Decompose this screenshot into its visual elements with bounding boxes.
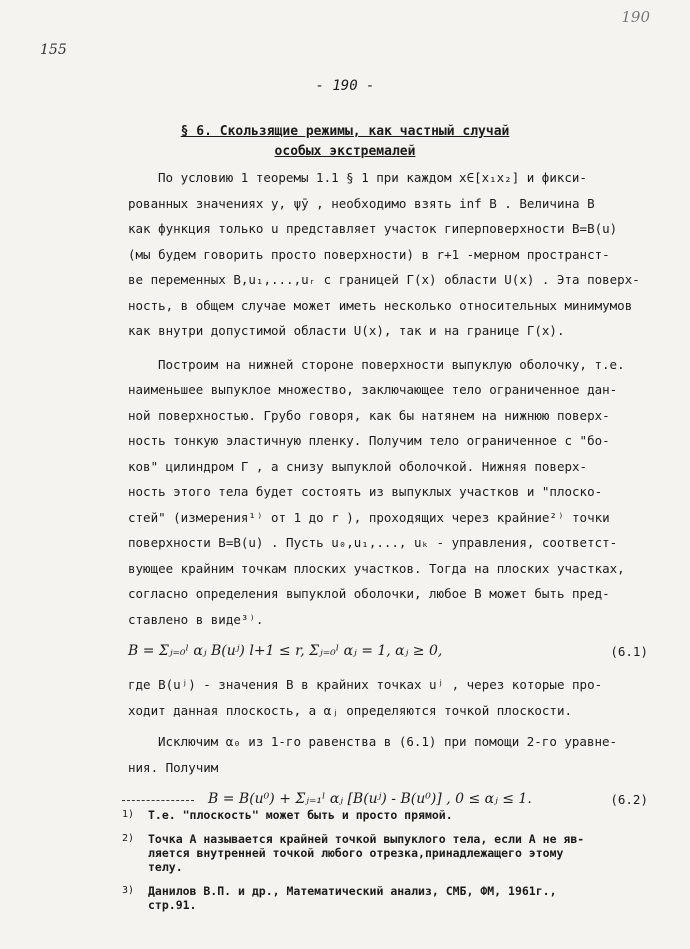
body-text [128, 165, 648, 820]
text-line: рованных значениях y, ψ̄y , необходимо взять inf B . Величина B [128, 195, 595, 211]
footnote-mark: 3) [122, 885, 135, 896]
text-line: ной поверхностью. Грубо говоря, как бы натянем на нижнюю поверх- [128, 407, 610, 423]
paragraph-2 [128, 352, 648, 633]
margin-annotation-number: 155 [40, 42, 67, 58]
text-line: ния. Получим [128, 759, 219, 775]
text-line: ность этого тела будет состоять из выпуклых участков и "плоско- [128, 484, 603, 499]
text-line: как функция только u представляет участок гиперповерхности B=B(u) [128, 221, 618, 236]
text-line: наименьшее выпуклое множество, заключающее тело ограниченное дан- [128, 382, 618, 397]
equation-6-1 [128, 632, 648, 672]
footnote-mark: 1) [122, 809, 135, 820]
text-line: согласно определения выпуклой оболочки, любое B может быть пред- [128, 586, 610, 601]
text-line: Построим на нижней стороне поверхности выпуклую оболочку, т.е. [158, 356, 625, 372]
footnote [122, 884, 662, 912]
text-line: стей" (измерения¹⁾ от 1 до r ), проходящих через крайние²⁾ точки [128, 509, 610, 525]
footnote [122, 832, 662, 874]
equation-number: (6.1) [610, 644, 648, 660]
section-heading-line-1: § 6. Скользящие режимы, как частный случай [180, 124, 510, 139]
footnotes [122, 808, 662, 922]
footnote [122, 808, 662, 822]
text-line: ность, в общем случае может иметь несколько относительных минимумов [128, 297, 633, 313]
footnote-text: Т.е. "плоскость" может быть и просто прямой. [148, 808, 453, 822]
text-line: ность тонкую эластичную пленку. Получим тело ограниченное с "бо- [128, 433, 610, 448]
text-line: где B(uʲ) - значения B в крайних точках uʲ , через которые про- [128, 677, 603, 692]
text-line: ве переменных B,u₁,...,uᵣ с границей Γ(x) области U(x) . Эта поверх- [128, 272, 640, 287]
text-line: вующее крайним точкам плоских участков. Тогда на плоских участках, [128, 560, 625, 576]
footnote-text: Данилов В.П. и др., Математический анализ, СМБ, ФМ, 1961г., стр.91. [148, 884, 557, 912]
paragraph-4 [128, 729, 648, 780]
paragraph-1 [128, 165, 648, 344]
equation-number: (6.2) [610, 792, 648, 808]
section-heading [0, 122, 690, 162]
text-line: ставлено в виде³⁾. [128, 611, 264, 627]
page-number: - 190 - [315, 78, 375, 94]
text-line: как внутри допустимой области U(x), так и на границе Γ(x). [128, 323, 565, 338]
text-line: По условию 1 теоремы 1.1 § 1 при каждом x∈[x₁x₂] и фикси- [158, 170, 587, 185]
equation-formula: B = Σⱼ₌₀ˡ αⱼ B(uʲ) l+1 ≤ r, Σⱼ₌₀ˡ αⱼ = 1, αⱼ ≥ 0, [128, 643, 443, 660]
footnote-mark: 2) [122, 833, 135, 844]
text-line: ков" цилиндром Γ , а снизу выпуклой оболочкой. Нижняя поверх- [128, 458, 588, 474]
section-heading-line-2: особых экстремалей [274, 144, 416, 159]
equation-formula: B = B(u⁰) + Σⱼ₌₁ˡ αⱼ [B(uʲ) - B(u⁰)] , 0 ≤ αⱼ ≤ 1. [208, 791, 532, 808]
paragraph-3 [128, 672, 648, 723]
text-line: (мы будем говорить просто поверхности) в r+1 -мерном пространст- [128, 246, 610, 262]
text-line: ходит данная плоскость, а αⱼ определяются точкой плоскости. [128, 702, 573, 718]
footnote-divider [122, 800, 194, 801]
corner-page-number: 190 [621, 8, 650, 26]
text-line: поверхности B=B(u) . Пусть u₀,u₁,..., uₖ - управления, соответст- [128, 535, 618, 550]
footnote-text: Точка A называется крайней точкой выпуклого тела, если A не яв- ляется внутренней точкой любого отрезка,принадлежащего этому телу. [148, 832, 585, 874]
text-line: Исключим α₀ из 1-го равенства в (6.1) при помощи 2-го уравне- [158, 734, 618, 749]
